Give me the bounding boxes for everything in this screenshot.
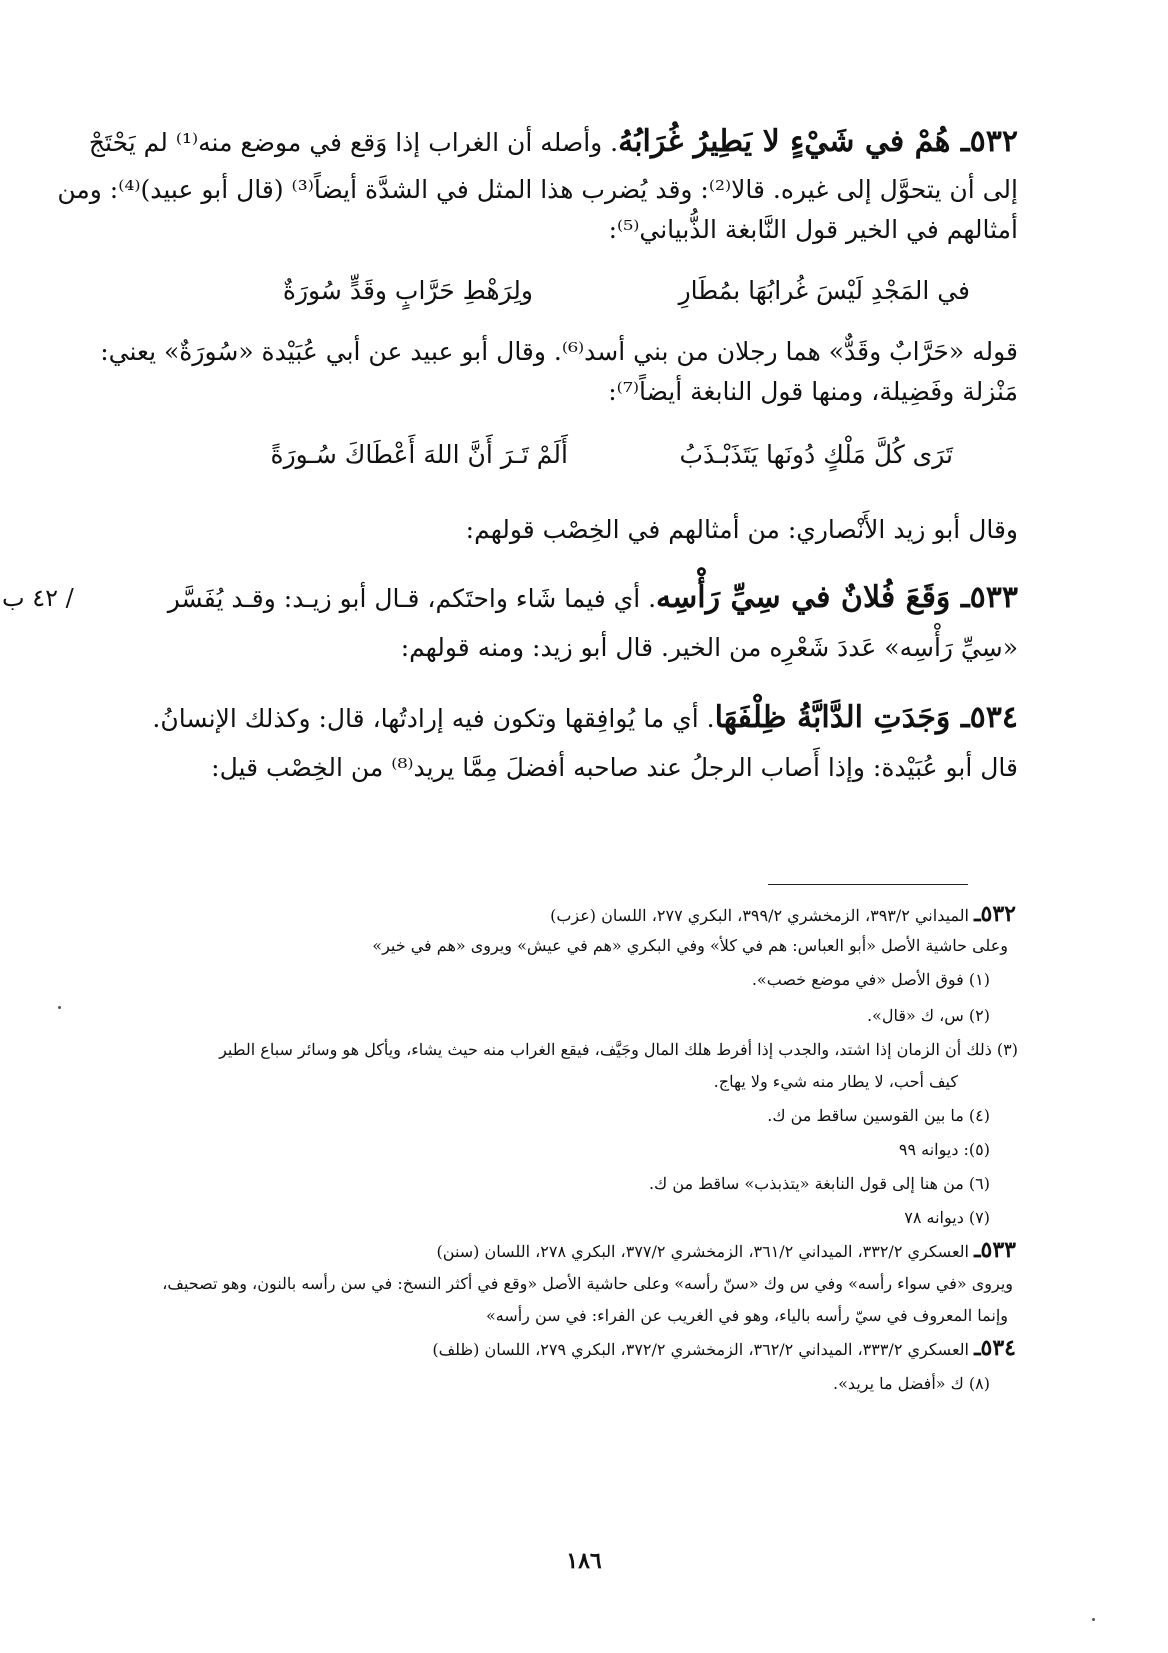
manuscript-folio-marker: / ٤٢ ب bbox=[2, 584, 74, 612]
verse-1-first-hemistich: ولِرَهْطِ حَرَّابٍ وقَدٍّ سُورَةٌ bbox=[282, 276, 533, 305]
entry-text: . أي فيما شَاء واحتَكم، قـال أبو زيـد: وقـد يُفَسَّر bbox=[167, 584, 657, 613]
footnote-533-note: ويروى «في سواء رأسه» وفي س وك «سنّ رأسه» وعلى حاشية الأصل «وقع في أكثر النسخ: في سن رأسه بالنون، وهو تصحيف، bbox=[162, 1274, 1013, 1293]
verse-2-first-hemistich: أَلَمْ تَـرَ أَنَّ اللهَ أَعْطَاكَ سُـورَةً bbox=[270, 440, 568, 469]
footnote-533-note-continued: وإنما المعروف في سيّ رأسه بالياء، وهو في الغريب عن الفراء: في سن رأسه» bbox=[485, 1306, 1008, 1325]
footnote-separator bbox=[768, 884, 968, 885]
footnote-533-reference: ٥٣٣ـ العسكري ٣٣٢/٢، الميداني ٣٦١/٢، الزمخشري ٣٧٧/٢، البكري ٢٧٨، اللسان (سنن) bbox=[436, 1237, 1016, 1263]
entry-532-line-4: قوله «حَرَّابٌ وقَدٌّ» هما رجلان من بني أسد⁽⁶⁾. وقال أبو عبيد عن أبي عُبَيْدة «سُورَةٌ» يعني: bbox=[100, 337, 1018, 366]
entry-532-line-1: ٥٣٢ـ هُمْ في شَيْءٍ لا يَطِيرُ غُرَابُهُ. وأصله أن الغراب إذا وَقع في موضع منه⁽¹⁾ لم يَحْتَجْ bbox=[88, 124, 1018, 159]
footnote-5: (٥): ديوانه ٩٩ bbox=[898, 1140, 990, 1159]
entry-532-line-5: مَنْزلة وفَضِيلة، ومنها قول النابغة أيضاً⁽⁷⁾: bbox=[608, 377, 1018, 406]
proverb-heading: هُمْ في شَيْءٍ لا يَطِيرُ غُرَابُهُ bbox=[618, 124, 951, 159]
entry-532-line-2: إلى أن يتحوَّل إلى غيره. قالا⁽²⁾: وقد يُضرب هذا المثل في الشدَّة أيضاً⁽³⁾ (قال أبو عبيد)⁽⁴⁾: ومن bbox=[57, 175, 1018, 204]
entry-534-line-2: قال أبو عُبَيْدة: وإذا أَصاب الرجلُ عند صاحبه أفضلَ مِمَّا يريد⁽⁸⁾ من الخِصْب قيل: bbox=[211, 753, 1018, 782]
scan-speck bbox=[1092, 1618, 1095, 1621]
entry-533-line-2: «سِيِّ رَأْسِه» عَددَ شَعْرِه من الخير. قال أبو زيد: ومنه قولهم: bbox=[400, 633, 1018, 662]
entry-number: ٥٣٢ bbox=[969, 124, 1018, 159]
entry-533-line-1: ٥٣٣ـ وَقَعَ فُلانٌ في سِيِّ رَأْسِه. أي فيما شَاء واحتَكم، قـال أبو زيـد: وقـد يُفَسَّر bbox=[167, 580, 1018, 615]
page-number: ١٨٦ bbox=[566, 1548, 602, 1574]
footnote-3-continued: كيف أحب، لا يطار منه شيء ولا يهاج. bbox=[713, 1072, 958, 1091]
footnote-7: (٧) ديوانه ٧٨ bbox=[904, 1208, 990, 1227]
entry-number: ٥٣٣ bbox=[969, 580, 1018, 615]
footnote-3: (٣) ذلك أن الزمان إذا اشتد، والجدب إذا أفرط هلك المال وجَيَّف، فيقع الغراب منه حيث يشاء، ويأكل هو وسائر سباع الطير bbox=[219, 1040, 1018, 1059]
footnote-4: (٤) ما بين القوسين ساقط من ك. bbox=[767, 1106, 990, 1125]
footnote-532-note: وعلى حاشية الأصل «أبو العباس: هم في كلأ» وفي البكري «هم في عيش» ويروى «هم في خير» bbox=[372, 936, 1008, 955]
verse-2-second-hemistich: تَرَى كُلَّ مَلْكٍ دُونَها يَتَذَبْـذَبُ bbox=[679, 440, 953, 469]
entry-text: . أي ما يُوافِقها وتكون فيه إرادتُها، قال: وكذلك الإنسانُ. bbox=[152, 704, 715, 733]
entry-532-line-3: أمثالهم في الخير قول النَّابغة الذُّبياني⁽⁵⁾: bbox=[608, 215, 1018, 244]
footnote-1: (١) فوق الأصل «في موضع خصب». bbox=[751, 970, 990, 989]
proverb-heading: وَجَدَتِ الدَّابَّةُ ظِلْفَهَا bbox=[714, 700, 951, 735]
footnote-6: (٦) من هنا إلى قول النابغة «يتذبذب» ساقط من ك. bbox=[648, 1174, 990, 1193]
proverb-heading: وَقَعَ فُلانٌ في سِيِّ رَأْسِه bbox=[656, 580, 951, 615]
entry-534-line-1: ٥٣٤ـ وَجَدَتِ الدَّابَّةُ ظِلْفَهَا. أي ما يُوافِقها وتكون فيه إرادتُها، قال: وكذلك الإنسانُ. bbox=[152, 700, 1018, 735]
verse-1-second-hemistich: في المَجْدِ لَيْسَ غُرابُهَا بمُطَارِ bbox=[678, 276, 970, 305]
footnote-534-reference: ٥٣٤ـ العسكري ٣٣٣/٢، الميداني ٣٦٢/٢، الزمخشري ٣٧٢/٢، البكري ٢٧٩، اللسان (ظلف) bbox=[432, 1335, 1016, 1361]
entry-text: . وأصله أن الغراب إذا وَقع في موضع منه⁽¹⁾ لم يَحْتَجْ bbox=[88, 128, 619, 157]
entry-532-line-6: وقال أبو زيد الأَنْصاري: من أمثالهم في الخِصْب قولهم: bbox=[465, 515, 1018, 544]
footnote-8: (٨) ك «أفضل ما يريد». bbox=[833, 1374, 990, 1393]
footnote-532-reference: ٥٣٢ـ الميداني ٣٩٣/٢، الزمخشري ٣٩٩/٢، البكري ٢٧٧، اللسان (عزب) bbox=[550, 901, 1016, 927]
scan-speck bbox=[58, 1006, 61, 1009]
footnote-2: (٢) س، ك «قال». bbox=[866, 1006, 990, 1025]
entry-number: ٥٣٤ bbox=[969, 700, 1018, 735]
